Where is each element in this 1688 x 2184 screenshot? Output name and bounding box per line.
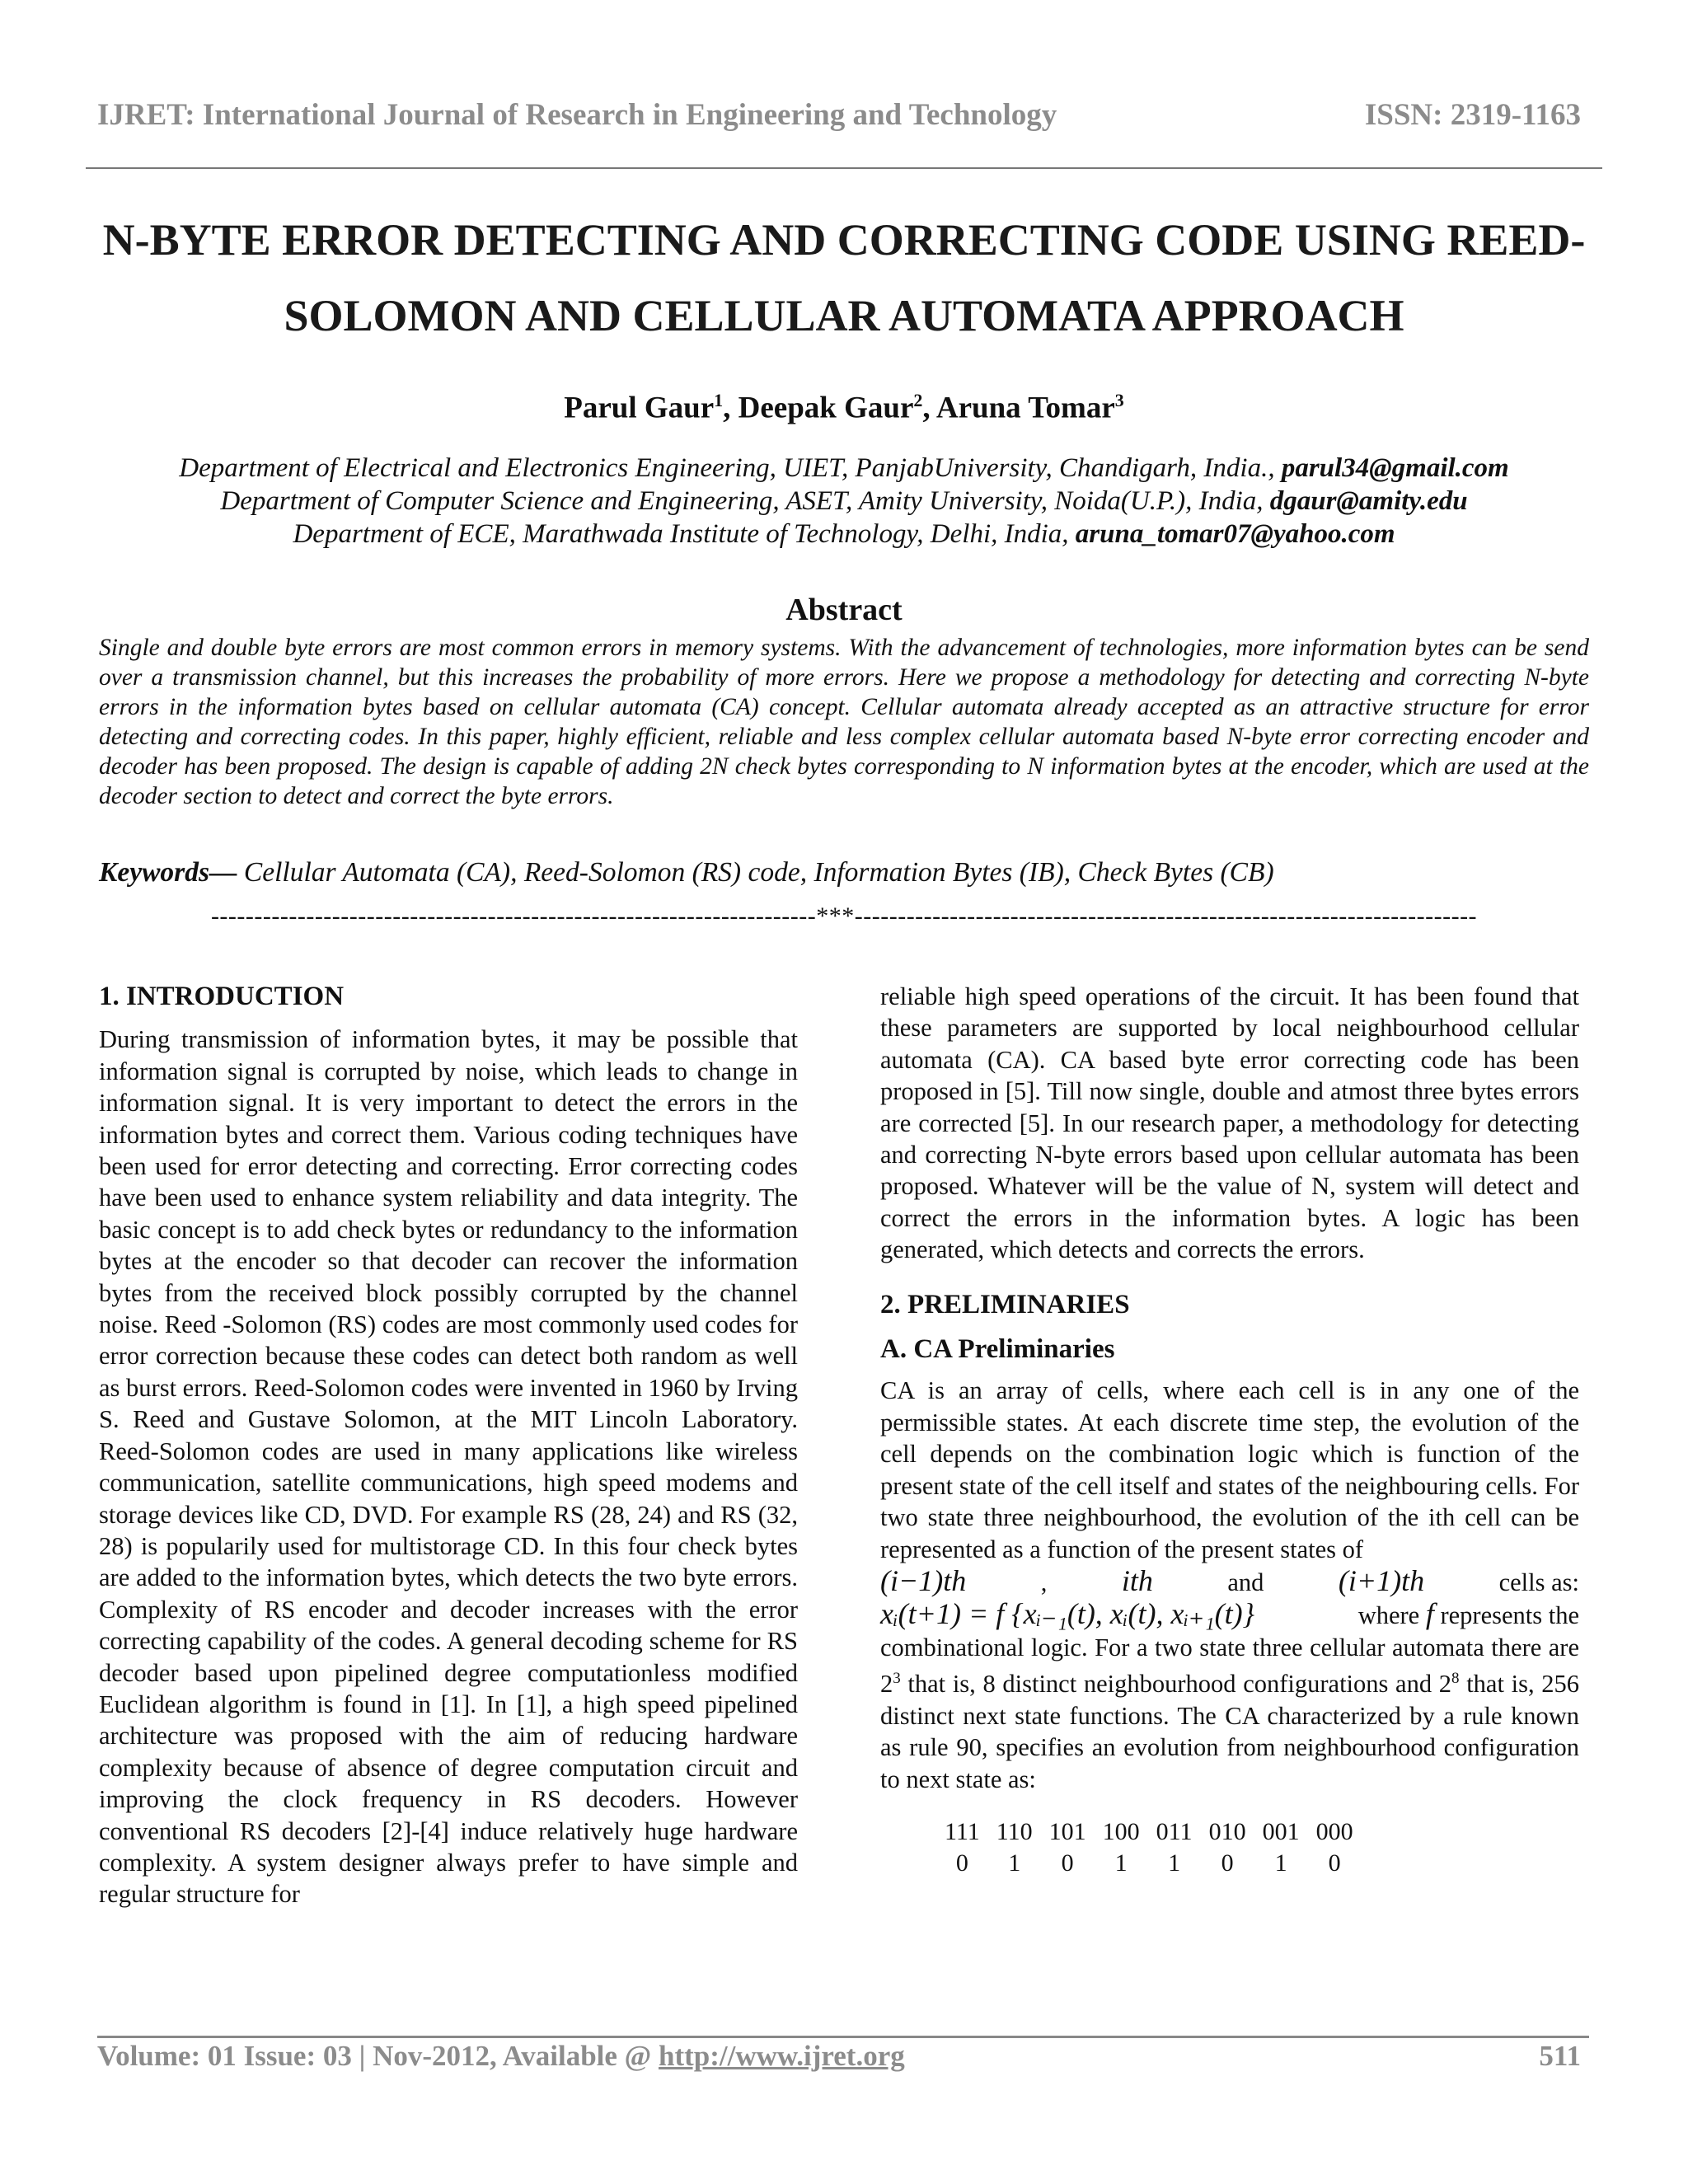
keywords (99, 857, 1589, 888)
term-i: ith (1121, 1563, 1153, 1597)
title-line-2: SOLOMON AND CELLULAR AUTOMATA APPROACH (284, 291, 1404, 340)
email-1[interactable]: parul34@gmail.com (1281, 453, 1509, 483)
footer-rule (97, 2036, 1589, 2038)
rule-config: 011 (1156, 1817, 1193, 1845)
footer-link[interactable]: http://www.ijret.org (658, 2040, 905, 2072)
abstract-body: Single and double byte errors are most common errors in memory systems. With the advancement of technologies, more information bytes can be send over a transmission channel, but this increases the probability of more errors. Here we propose a methodology for detecting and correcting N-byte errors in the information bytes based on cellular automata (CA) concept. Cellular automata already accepted as an attractive structure for error detecting and correcting codes. In this paper, highly efficient, reliable and less complex cellular automata based N-byte error correcting encoder and decoder has been proposed. The design is capable of adding 2N check bytes corresponding to N information bytes at the encoder, which are used at the decoder section to detect and correct the byte errors. (99, 635, 1589, 809)
f-symbol: f (1425, 1597, 1434, 1631)
rule-output: 1 (1114, 1849, 1128, 1877)
neighbour-terms-line (880, 1565, 1579, 1598)
footer-volume (97, 2040, 905, 2073)
para3-b: that is, 8 distinct neighbourhood configurations and 2 (900, 1670, 1452, 1699)
left-column (99, 981, 798, 1910)
rule-config: 101 (1048, 1817, 1086, 1845)
para3-c: that is, 256 distinct next state functions. The CA characterized by a rule known as rule 90, specifies an evolution from neighbourhood configuration to next state as: (880, 1670, 1579, 1793)
evolution-equation: xᵢ(t+1) = f {xᵢ₋₁(t), xᵢ(t), xᵢ₊₁(t)} (880, 1597, 1255, 1631)
rule-output-row (936, 1848, 1362, 1879)
author-1: Parul Gaur (564, 391, 715, 425)
rule-output: 0 (1221, 1849, 1234, 1877)
author-3-sup: 3 (1114, 390, 1124, 410)
rule-output: 0 (1061, 1849, 1074, 1877)
issn: ISSN: 2319-1163 (1364, 98, 1581, 132)
introduction-heading: 1. INTRODUCTION (99, 982, 345, 1011)
sup-3: 3 (893, 1670, 901, 1688)
rule-90-table (936, 1816, 1362, 1879)
author-list (86, 390, 1602, 425)
title-line-1: N-BYTE ERROR DETECTING AND CORRECTING CODE USING REED- (102, 215, 1586, 265)
abstract-heading: Abstract (785, 593, 903, 627)
keywords-text: Cellular Automata (CA), Reed-Solomon (RS) code, Information Bytes (IB), Check Bytes (CB) (237, 857, 1274, 888)
affiliation-2 (86, 485, 1602, 518)
equation-line (880, 1598, 1579, 1631)
sup-8: 8 (1451, 1670, 1460, 1688)
paper-title (86, 202, 1602, 354)
term-i-minus-1: (i−1)th (880, 1563, 967, 1597)
email-2[interactable]: dgaur@amity.edu (1269, 486, 1468, 516)
author-2: Deepak Gaur (738, 391, 914, 425)
affiliation-1-text: Department of Electrical and Electronics Engineering, UIET, PanjabUniversity, Chandigarh, India., (179, 453, 1282, 483)
term-cells-as: cells as: (1498, 1568, 1579, 1596)
rule-output: 0 (955, 1849, 968, 1877)
rule-output: 1 (1008, 1849, 1021, 1877)
right-para-3 (880, 1632, 1579, 1795)
author-sep-2: , (922, 391, 936, 425)
rule-config: 001 (1262, 1817, 1300, 1845)
email-3[interactable]: aruna_tomar07@yahoo.com (1075, 519, 1395, 549)
rule-config: 110 (996, 1817, 1033, 1845)
rule-config: 111 (945, 1817, 980, 1845)
running-footer (97, 2040, 1581, 2081)
running-header (97, 97, 1581, 147)
where-post: represents the (1433, 1601, 1579, 1630)
where-clause (1358, 1598, 1579, 1631)
affiliation-1 (86, 452, 1602, 485)
term-and: and (1227, 1568, 1264, 1596)
term-i-plus-1: (i+1)th (1338, 1563, 1425, 1597)
author-1-sup: 1 (714, 390, 724, 410)
where-pre: where (1357, 1601, 1426, 1630)
preliminaries-heading: 2. PRELIMINARIES (880, 1289, 1130, 1319)
keywords-label: Keywords— (99, 857, 237, 888)
author-sep-1: , (723, 391, 738, 425)
header-rule (86, 167, 1602, 169)
rule-config-row (936, 1816, 1362, 1848)
rule-output: 0 (1328, 1849, 1341, 1877)
section-separator: ----------------------------------------------------------------------***------------------------------------------------------------------------ (210, 902, 1478, 930)
affiliation-3 (86, 518, 1602, 551)
affiliations (86, 452, 1602, 551)
author-3: Aruna Tomar (935, 391, 1115, 425)
affiliation-3-text: Department of ECE, Marathwada Institute of Technology, Delhi, India, (293, 519, 1076, 549)
para3-a: combinational logic. For a two state three cellular automata there are 2 (880, 1633, 1579, 1699)
rule-output: 1 (1168, 1849, 1181, 1877)
footer-volume-text: Volume: 01 Issue: 03 | Nov-2012, Available @ (97, 2040, 659, 2072)
rule-config: 000 (1315, 1817, 1353, 1845)
right-para-1: reliable high speed operations of the circuit. It has been found that these parameters are supported by local neighbourhood cellular automata (CA). CA based byte error correcting code has been proposed in [5]. Till now single, double and atmost three bytes errors are corrected [5]. In our research paper, a methodology for detecting and correcting N-byte errors based upon cellular automata has been proposed. Whatever will be the value of N, system will detect and correct the errors in the information bytes. A logic has been generated, which detects and corrects the errors. (880, 982, 1579, 1264)
right-para-2: CA is an array of cells, where each cell is in any one of the permissible states. At each discrete time step, the evolution of the cell depends on the combination logic which is function of the present state of the cell itself and states of the neighbouring cells. For two state three neighbourhood, the evolution of the ith cell can be represented as a function of the present states of (880, 1376, 1579, 1563)
page-number: 511 (1539, 2040, 1581, 2072)
term-comma: , (1040, 1568, 1048, 1596)
affiliation-2-text: Department of Computer Science and Engineering, ASET, Amity University, Noida(U.P.), India, (220, 486, 1270, 516)
journal-name: IJRET: International Journal of Research in Engineering and Technology (97, 98, 1057, 132)
author-2-sup: 2 (913, 390, 923, 410)
ca-preliminaries-heading: A. CA Preliminaries (880, 1334, 1115, 1365)
rule-output: 1 (1274, 1849, 1287, 1877)
right-column (880, 981, 1579, 1879)
rule-config: 100 (1102, 1817, 1140, 1845)
introduction-body: During transmission of information bytes, it may be possible that information signal is corrupted by noise, which leads to change in information signal. It is very important to detect the errors in the information bytes and correct them. Various coding techniques have been used for error detecting and correcting. Error correcting codes have been used to enhance system reliability and data integrity. The basic concept is to add check bytes or redundancy to the information bytes at the encoder so that decoder can recover the information bytes from the received block possibly corrupted by the channel noise. Reed -Solomon (RS) codes are most commonly used codes for error correction because these codes can detect both random as well as burst errors. Reed-Solomon codes were invented in 1960 by Irving S. Reed and Gustave Solomon, at the MIT Lincoln Laboratory. Reed-Solomon codes are used in many applications like wireless communication, satellite communications, high speed modems and storage devices like CD, DVD. For example RS (28, 24) and RS (32, 28) is popularily used for multistorage CD. In this four check bytes are added to the information bytes, which detects the two byte errors. Complexity of RS encoder and decoder increases with the error correcting capability of the codes. A general decoding scheme for RS decoder based upon pipelined degree computationless modified Euclidean algorithm is found in [1]. In [1], a high speed pipelined architecture was proposed with the aim of reducing hardware complexity because of absence of degree computation circuit and improving the clock frequency in RS decoders. However conventional RS decoders [2]-[4] induce relatively huge hardware complexity. A system designer always prefer to have simple and regular structure for (99, 1025, 798, 1909)
rule-config: 010 (1208, 1817, 1246, 1845)
